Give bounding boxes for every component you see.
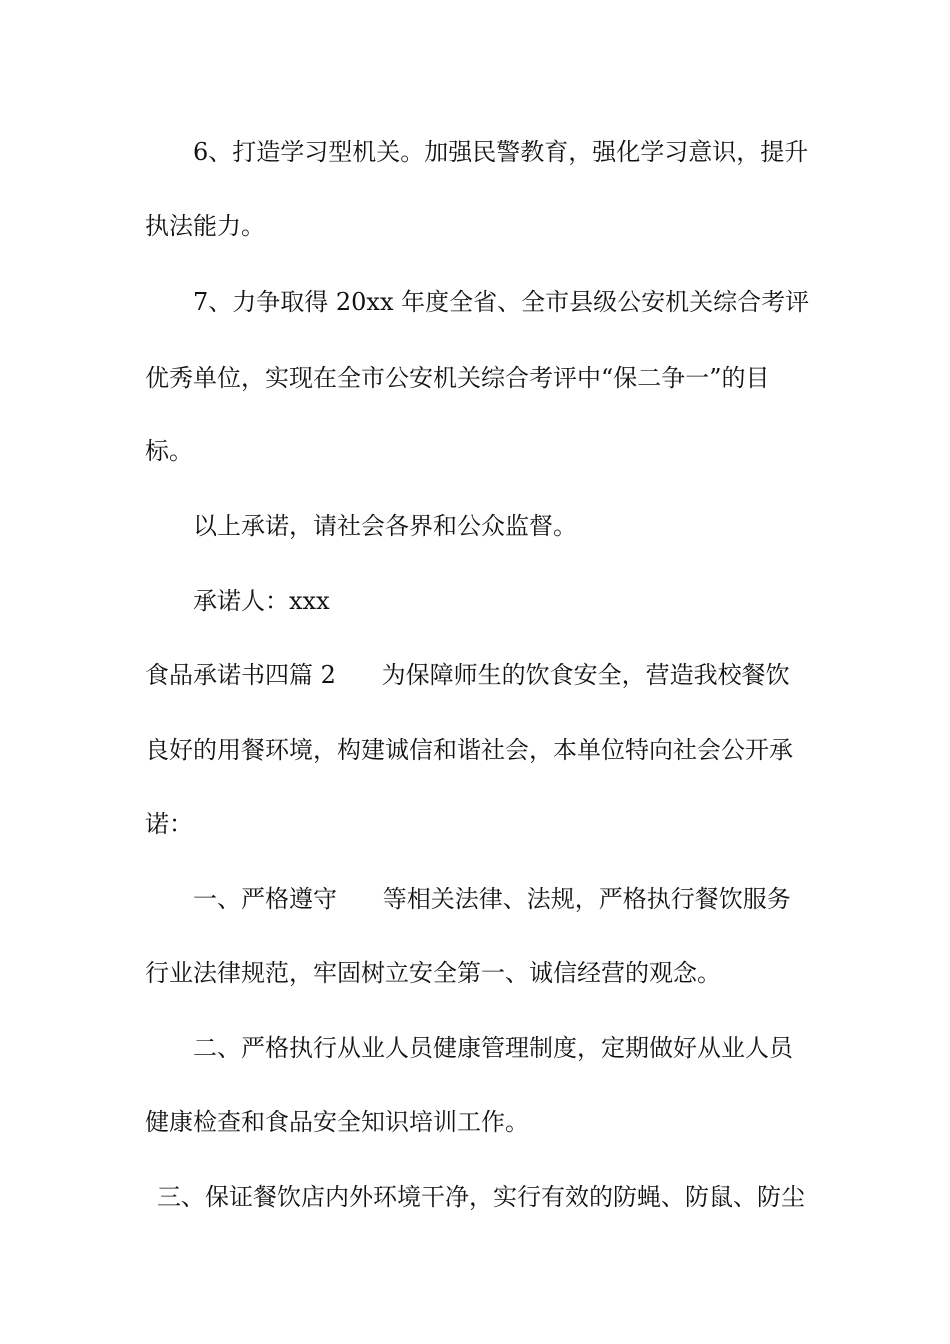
intro-line-2: 良好的用餐环境，构建诚信和谐社会，本单位特向社会公开承 xyxy=(145,736,793,764)
paragraph-item-6-line-2: 执法能力。 xyxy=(145,212,265,240)
intro-line-3: 诺： xyxy=(145,810,193,838)
clause-1-line-2: 行业法律规范，牢固树立安全第一、诚信经营的观念。 xyxy=(145,959,721,987)
paragraph-item-7-line-1: 7、力争取得 20xx 年度全省、全市县级公安机关综合考评 xyxy=(193,288,810,316)
section-title-and-intro-line-1: 食品承诺书四篇 2 为保障师生的饮食安全，营造我校餐饮 xyxy=(145,661,790,689)
paragraph-item-6-line-1: 6、打造学习型机关。加强民警教育，强化学习意识，提升 xyxy=(193,138,809,166)
signatory-line: 承诺人：xxx xyxy=(193,587,330,615)
paragraph-item-7-line-2: 优秀单位，实现在全市公安机关综合考评中“保二争一”的目 xyxy=(145,364,770,392)
clause-2-line-2: 健康检查和食品安全知识培训工作。 xyxy=(145,1108,529,1136)
clause-2-line-1: 二、严格执行从业人员健康管理制度，定期做好从业人员 xyxy=(193,1034,793,1062)
clause-1-line-1: 一、严格遵守 等相关法律、法规，严格执行餐饮服务 xyxy=(193,885,791,913)
clause-3-line-1: 三、保证餐饮店内外环境干净，实行有效的防蝇、防鼠、防尘 xyxy=(157,1183,805,1211)
paragraph-item-7-line-3: 标。 xyxy=(145,437,193,465)
closing-statement: 以上承诺，请社会各界和公众监督。 xyxy=(193,512,577,540)
